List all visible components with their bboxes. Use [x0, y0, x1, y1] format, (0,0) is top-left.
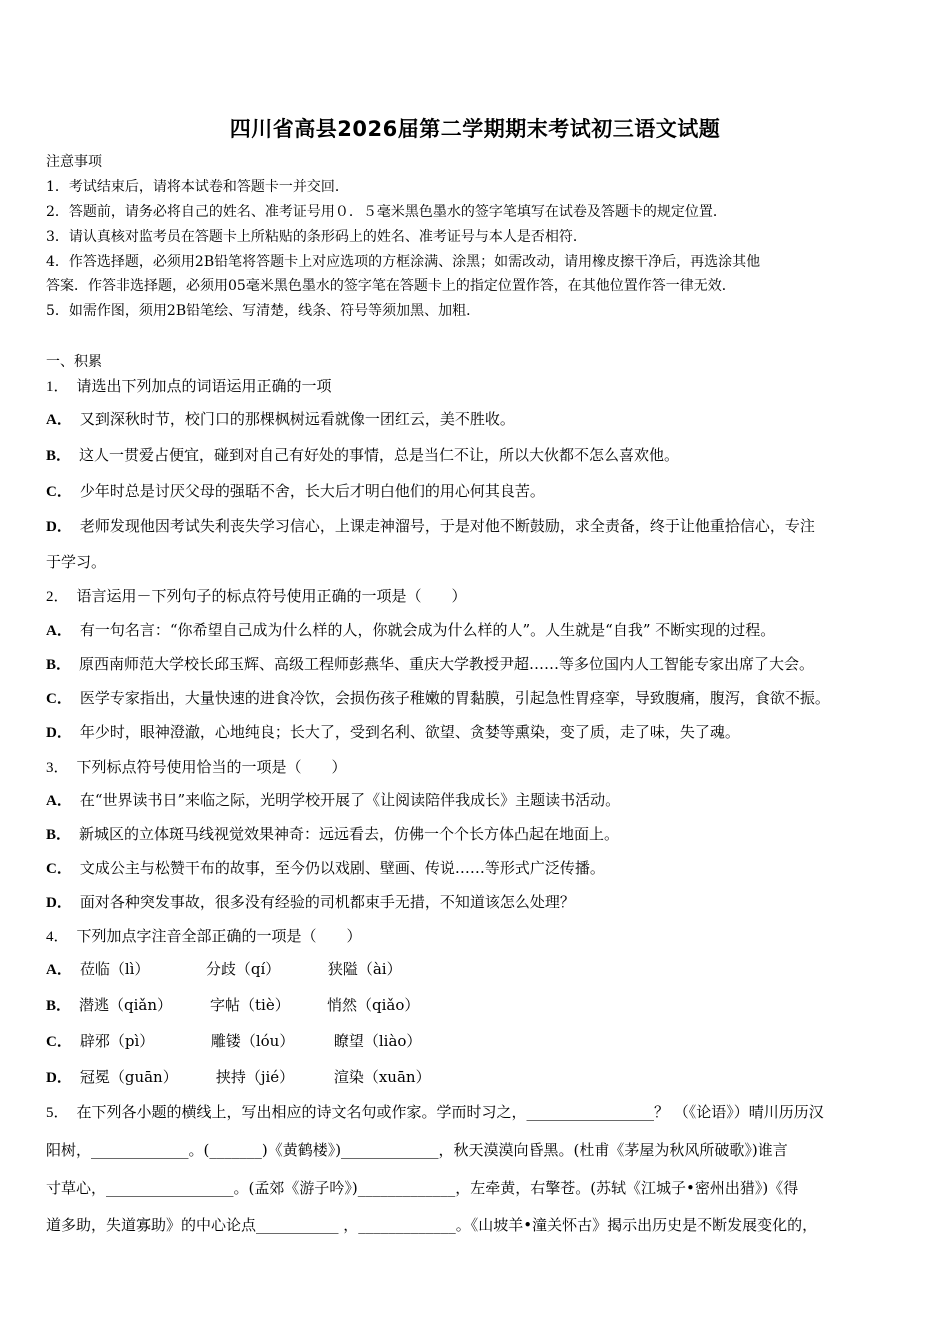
pinyin-word: 雕镂（lóu）: [210, 1032, 295, 1050]
option-a: [46, 620, 775, 641]
option-text: 原西南师范大学校长邱玉辉、高级工程师彭燕华、重庆大学教授尹超……等多位国内人工智能专家出席了大会。: [79, 655, 815, 673]
option-text: 年少时，眼神澄澈，心地纯良；长大了，受到名利、欲望、贪婪等熏染，变了质，走了味，失了魂。: [79, 723, 740, 741]
option-a: [46, 409, 515, 430]
option-c: [46, 858, 605, 879]
question-text: 在下列各小题的横线上，写出相应的诗文名句或作家。学而时习之，_________________？ （《论语》）晴川历历汉: [76, 1103, 824, 1121]
option-text: 文成公主与松赞干布的故事，至今仍以戏剧、壁画、传说……等形式广泛传播。: [79, 859, 605, 877]
question-number: 1．: [46, 379, 69, 395]
notice-heading: 注意事项: [46, 154, 102, 170]
option-b: [46, 445, 679, 466]
option-letter: B．: [46, 448, 72, 464]
notice-item: 2．答题前，请务必将自己的姓名、准考证号用０．５毫米黑色墨水的签字笔填写在试卷及答题卡的规定位置．: [46, 204, 727, 220]
option-c: [46, 1031, 421, 1052]
option-b: [46, 654, 814, 675]
option-a: [46, 959, 402, 980]
option-letter: B．: [46, 998, 72, 1014]
option-letter: A．: [46, 623, 72, 639]
option-letter: D．: [46, 895, 72, 911]
pinyin-word: 潜逃（qiǎn）: [79, 996, 173, 1014]
section-heading: 一、积累: [46, 354, 102, 370]
pinyin-word: 悄然（qiǎo）: [327, 996, 420, 1014]
option-d: [46, 516, 815, 537]
option-letter: A．: [46, 793, 72, 809]
question-2: [46, 586, 467, 607]
question-number: 3．: [46, 760, 69, 776]
option-letter: C．: [46, 484, 72, 500]
option-letter: B．: [46, 657, 72, 673]
option-text: 医学专家指出，大量快速的进食冷饮，会损伤孩子稚嫩的胃黏膜，引起急性胃痉挛，导致腹痛，腹泻，食欲不振。: [79, 689, 830, 707]
option-text: 老师发现他因考试失利丧失学习信心，上课走神溜号，于是对他不断鼓励，求全责备，终于让他重拾信心，专注: [79, 517, 815, 535]
notice-item: 3．请认真核对监考员在答题卡上所粘贴的条形码上的姓名、准考证号与本人是否相符．: [46, 229, 587, 245]
option-b: [46, 995, 419, 1016]
pinyin-word: 渲染（xuān）: [333, 1068, 431, 1086]
option-text: 有一句名言：“你希望自己成为什么样的人，你就会成为什么样的人”。人生就是“自我” 不断实现的过程。: [79, 621, 776, 639]
option-continuation: 于学习。: [46, 553, 107, 571]
pinyin-word: 分歧（qí）: [205, 960, 281, 978]
question-3: [46, 757, 347, 778]
pinyin-word: 冠冕（guān）: [79, 1068, 178, 1086]
question-text-line: 寸草心，_________________。(孟郊《游子吟》)_____________，左牵黄，右擎苍。(苏轼《江城子•密州出猎》)《得: [46, 1179, 799, 1197]
option-letter: C．: [46, 861, 72, 877]
option-text: 这人一贯爱占便宜，碰到对自己有好处的事情，总是当仁不让，所以大伙都不怎么喜欢他。: [79, 446, 680, 464]
option-b: [46, 824, 619, 845]
option-letter: A．: [46, 412, 72, 428]
question-4: [46, 926, 362, 947]
pinyin-word: 莅临（lì）: [79, 960, 150, 978]
option-letter: D．: [46, 1070, 72, 1086]
option-letter: D．: [46, 725, 72, 741]
page-title: 四川省高县2026届第二学期期末考试初三语文试题: [229, 117, 721, 141]
question-text-line: 阳树，_____________。(_______)《黄鹤楼》)_____________，秋天漠漠向昏黑。(杜甫《茅屋为秋风所破歌》)谁言: [46, 1141, 788, 1159]
question-stem: 下列加点字注音全部正确的一项是（ ）: [76, 927, 362, 945]
notice-item: 答案．作答非选择题，必须用05毫米黑色墨水的签字笔在答题卡上的指定位置作答，在其他位置作答一律无效．: [46, 278, 736, 294]
option-letter: B．: [46, 827, 72, 843]
option-a: [46, 790, 620, 811]
option-text: 又到深秋时节，校门口的那棵枫树远看就像一团红云，美不胜收。: [79, 410, 515, 428]
pinyin-word: 挟持（jié）: [215, 1068, 295, 1086]
pinyin-word: 瞭望（liào）: [333, 1032, 422, 1050]
notice-item: 5．如需作图，须用2B铅笔绘、写清楚，线条、符号等须加黑、加粗．: [46, 303, 481, 319]
option-text: 少年时总是讨厌父母的强聒不舍，长大后才明白他们的用心何其良苦。: [79, 482, 545, 500]
question-stem: 请选出下列加点的词语运用正确的一项: [76, 377, 332, 395]
notice-item: 4．作答选择题，必须用2B铅笔将答题卡上对应选项的方框涂满、涂黑；如需改动，请用橡皮擦干净后，再选涂其他: [46, 254, 761, 270]
notice-item: 1．考试结束后，请将本试卷和答题卡一并交回．: [46, 179, 349, 195]
option-text: 在“世界读书日”来临之际，光明学校开展了《让阅读陪伴我成长》主题读书活动。: [79, 791, 621, 809]
option-c: [46, 688, 830, 709]
option-text: 新城区的立体斑马线视觉效果神奇：远远看去，仿佛一个个长方体凸起在地面上。: [79, 825, 620, 843]
question-5: [46, 1102, 824, 1123]
pinyin-word: 狭隘（ài）: [327, 960, 402, 978]
option-letter: A．: [46, 962, 72, 978]
option-c: [46, 481, 545, 502]
option-d: [46, 1067, 431, 1088]
option-d: [46, 892, 575, 913]
option-letter: D．: [46, 519, 72, 535]
option-text: 面对各种突发事故，很多没有经验的司机都束手无措，不知道该怎么处理？: [79, 893, 575, 911]
pinyin-word: 辟邪（pì）: [79, 1032, 155, 1050]
option-letter: C．: [46, 691, 72, 707]
question-number: 2．: [46, 589, 69, 605]
pinyin-word: 字帖（tiè）: [210, 996, 290, 1014]
question-1: [46, 376, 332, 397]
question-text-line: 道多助，失道寡助》的中心论点___________ ，_____________。《山坡羊•潼关怀古》揭示出历史是不断发展变化的，: [46, 1216, 818, 1234]
question-number: 4．: [46, 929, 69, 945]
question-stem: 语言运用－下列句子的标点符号使用正确的一项是（ ）: [76, 587, 467, 605]
question-stem: 下列标点符号使用恰当的一项是（ ）: [76, 758, 347, 776]
question-number: 5．: [46, 1105, 69, 1121]
option-d: [46, 722, 740, 743]
option-letter: C．: [46, 1034, 72, 1050]
